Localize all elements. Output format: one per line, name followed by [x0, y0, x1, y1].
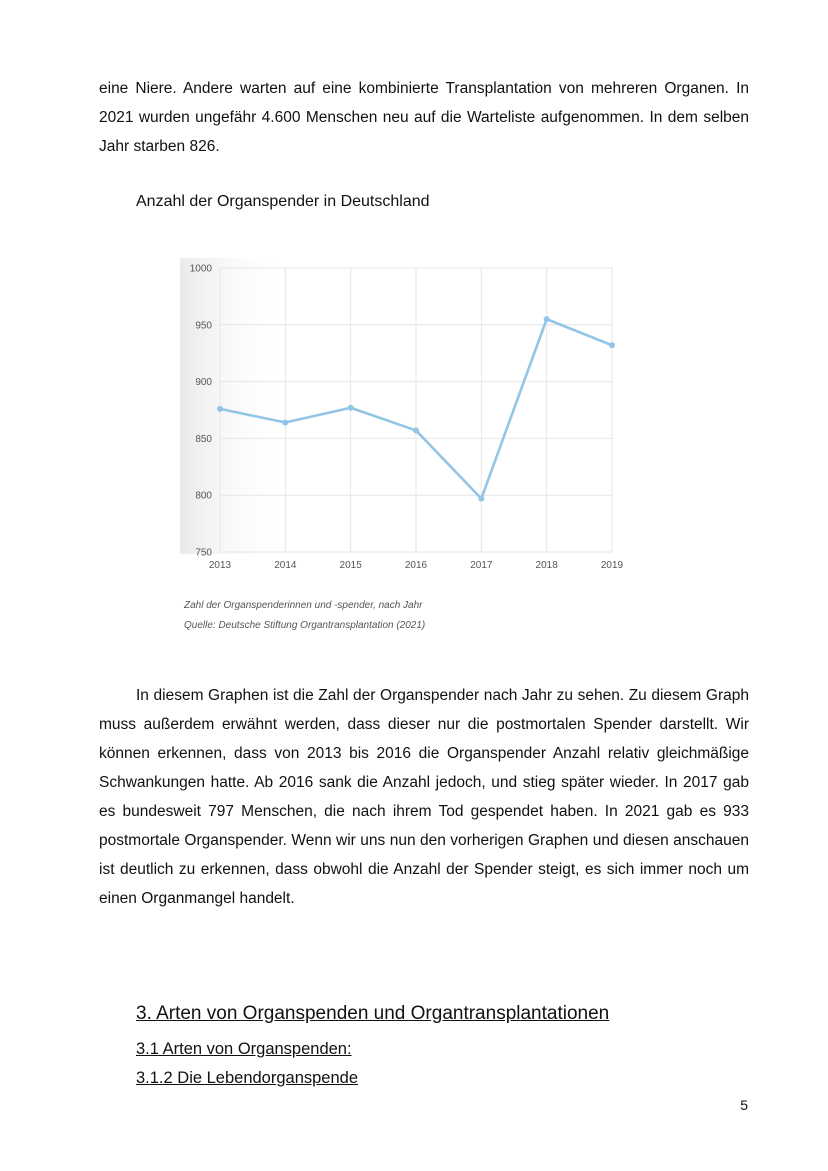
- paragraph-text: In diesem Graphen ist die Zahl der Organspender nach Jahr zu sehen. Zu diesem Graph muss außerdem erwähnt werden, dass dieser nur die postmortalen Spender darstellt. Wir können erkennen, dass von 2013 bis 2016 die Organspender Anzahl relativ gleichmäßige Schwankungen hatte. Ab 2016 sank die Anzahl jedoch, und stieg später wieder. In 2017 gab es bundesweit 797 Menschen, die nach ihrem Tod gespendet haben. In 2021 gab es 933 postmortale Organspender. Wenn wir uns nun den vorherigen Graphen und diesen anschauen ist deutlich zu erkennen, dass obwohl die Anzahl der Spender steigt, es sich immer noch um einen Organmangel handelt.: [99, 687, 749, 907]
- subsubsection-heading: 3.1.2 Die Lebendorganspende: [136, 1069, 359, 1087]
- y-tick-label: 950: [195, 320, 212, 332]
- y-tick-label: 850: [195, 433, 212, 445]
- y-tick-label: 800: [195, 490, 212, 502]
- body-paragraph-2: [99, 681, 749, 913]
- chart-svg: [170, 250, 640, 580]
- data-point: [217, 406, 223, 412]
- chart-source: Quelle: Deutsche Stiftung Organtransplantation (2021): [184, 620, 426, 631]
- data-point: [544, 316, 550, 322]
- x-tick-label: 2015: [339, 560, 362, 571]
- y-tick-label: 900: [195, 377, 212, 389]
- line-chart: [170, 250, 640, 580]
- x-tick-label: 2018: [535, 560, 558, 571]
- subsection-heading: 3.1 Arten von Organspenden:: [136, 1040, 352, 1058]
- body-paragraph-1: [99, 74, 749, 161]
- x-tick-label: 2014: [274, 560, 297, 571]
- data-point: [282, 419, 288, 425]
- page-number: 5: [740, 1097, 748, 1113]
- chart-caption: Zahl der Organspenderinnen und -spender, nach Jahr: [184, 600, 423, 611]
- y-tick-label: 750: [195, 547, 212, 559]
- x-tick-label: 2017: [470, 560, 493, 571]
- data-point: [478, 496, 484, 502]
- data-point: [609, 342, 615, 348]
- paragraph-text: eine Niere. Andere warten auf eine kombinierte Transplantation von mehreren Organen. In 2021 wurden ungefähr 4.600 Menschen neu auf die Warteliste aufgenommen. In dem selben Jahr starben 826.: [99, 80, 749, 155]
- x-tick-label: 2016: [404, 560, 428, 571]
- x-tick-label: 2013: [208, 560, 232, 571]
- data-point: [413, 427, 419, 433]
- section-heading: 3. Arten von Organspenden und Organtransplantationen: [136, 1003, 610, 1024]
- chart-shade: [180, 258, 290, 554]
- y-tick-label: 1000: [189, 263, 212, 275]
- x-tick-label: 2019: [600, 560, 624, 571]
- chart-title: Anzahl der Organspender in Deutschland: [136, 193, 430, 210]
- data-point: [348, 405, 354, 411]
